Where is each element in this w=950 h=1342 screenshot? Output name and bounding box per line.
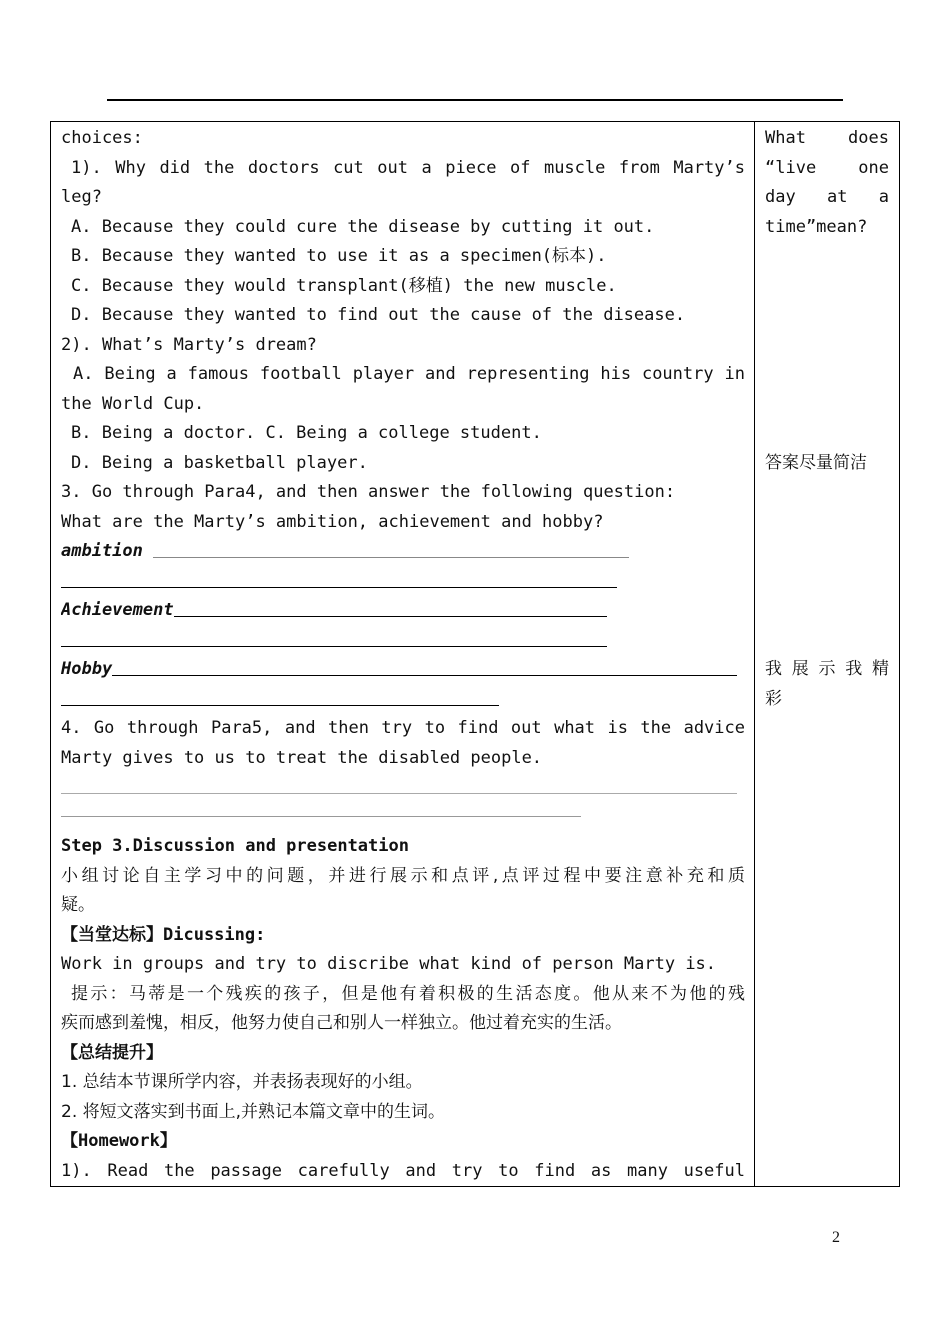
q2-option-a: A. Being a famous football player and representing his country in [73, 364, 745, 384]
column-divider [754, 121, 755, 1187]
ambition-label: ambition [61, 541, 143, 561]
side-question-line-2: “live one [765, 157, 889, 178]
section-3-question: What are the Marty’s ambition, achievement and hobby? [61, 511, 604, 532]
achievement-blank[interactable] [174, 616, 607, 617]
q2-option-bc: B. Being a doctor. C. Being a college student. [71, 423, 542, 443]
side-question-line-3: day at a [765, 187, 889, 207]
step-3-heading: Step 3.Discussion and presentation [61, 836, 409, 856]
hint-text: 提示：马蒂是一个残疾的孩子，但是他有着积极的生活态度。他从来不为他的残 [71, 983, 745, 1004]
page-number: 2 [832, 1229, 840, 1246]
achievement-field[interactable] [61, 596, 607, 626]
q2-option-d: D. Being a basketball player. [71, 452, 368, 473]
section-3-instruction: 3. Go through Para4, and then answer the following question: [61, 482, 676, 502]
ambition-blank-2[interactable] [61, 567, 745, 597]
hobby-blank-2[interactable] [61, 685, 745, 715]
side-question-line-4: time”mean? [765, 216, 868, 237]
side-show-line-2: 彩 [765, 688, 782, 709]
achievement-blank-2[interactable] [61, 626, 745, 656]
q1-option-c: C. Because they would transplant(移植) the new muscle. [71, 275, 617, 296]
notes-column [765, 124, 889, 714]
question-1-cont: leg? [61, 187, 102, 207]
q1-option-d: D. Because they wanted to find out the cause of the disease. [71, 305, 686, 325]
hobby-blank[interactable] [112, 675, 737, 676]
discussion-text: 小组讨论自主学习中的问题，并进行展示和点评,点评过程中要注意补充和质 [61, 865, 745, 886]
ambition-blank[interactable] [153, 557, 629, 558]
q1-option-a: A. Because they could cure the disease by cutting it out. [71, 216, 655, 237]
section-4-cont: Marty gives to us to treat the disabled people. [61, 747, 543, 768]
advice-blank-2[interactable] [61, 803, 745, 833]
choices-heading: choices: [61, 128, 143, 148]
side-show-line-1: 我展示我精 [765, 659, 889, 679]
section-4-instruction: 4. Go through Para5, and then try to find out what is the advice [61, 718, 745, 738]
homework-item-1: 1). Read the passage carefully and try to find as many useful [61, 1160, 745, 1181]
hint-text-cont: 疾而感到羞愧，相反，他努力使自己和别人一样独立。他过着充实的生活。 [61, 1013, 622, 1033]
discussion-text-cont: 疑。 [61, 895, 95, 915]
hobby-label: Hobby [61, 659, 113, 679]
question-1: 1). Why did the doctors cut out a piece of muscle from Marty’s [71, 157, 745, 178]
practice-question: Work in groups and try to discribe what kind of person Marty is. [61, 954, 717, 974]
side-brief-note: 答案尽量简洁 [765, 452, 867, 473]
q1-option-b: B. Because they wanted to use it as a specimen(标本). [71, 246, 607, 266]
question-2: 2). What’s Marty’s dream? [61, 334, 317, 355]
side-question-line-1: What does [765, 128, 889, 148]
ambition-field[interactable] [61, 537, 629, 567]
summary-item-2: 2. 将短文落实到书面上,并熟记本篇文章中的生词。 [61, 1101, 446, 1122]
advice-blank[interactable] [61, 773, 745, 803]
hobby-field[interactable] [61, 655, 737, 685]
header-rule [107, 99, 843, 101]
summary-heading: 【总结提升】 [61, 1042, 163, 1063]
q2-option-a-cont: the World Cup. [61, 393, 205, 414]
main-column [61, 124, 745, 1186]
homework-heading: 【Homework】 [61, 1131, 177, 1151]
in-class-practice-heading: 【当堂达标】Dicussing: [61, 924, 266, 945]
summary-item-1: 1. 总结本节课所学内容，并表扬表现好的小组。 [61, 1072, 423, 1092]
achievement-label: Achievement [61, 600, 174, 620]
